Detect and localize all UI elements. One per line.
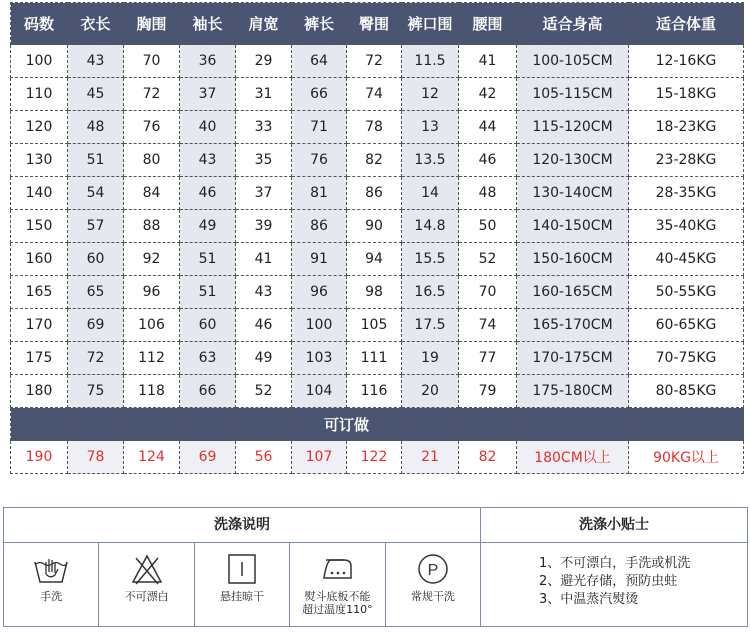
table-cell: 165 bbox=[11, 276, 68, 309]
custom-header-cell bbox=[180, 408, 236, 441]
table-cell: 115-120CM bbox=[517, 111, 629, 144]
table-cell: 37 bbox=[236, 177, 292, 210]
table-cell: 74 bbox=[459, 309, 517, 342]
svg-text:P: P bbox=[427, 562, 439, 579]
table-cell: 78 bbox=[347, 111, 402, 144]
table-cell: 51 bbox=[180, 243, 236, 276]
table-cell: 66 bbox=[180, 375, 236, 408]
table-cell: 45 bbox=[68, 78, 124, 111]
table-cell: 39 bbox=[236, 210, 292, 243]
tip-item: 3、中温蒸汽熨烫 bbox=[539, 592, 639, 607]
table-cell: 46 bbox=[459, 144, 517, 177]
hang-dry-icon bbox=[223, 552, 261, 586]
header-cell: 裤口围 bbox=[402, 3, 459, 45]
table-cell: 23-28KG bbox=[629, 144, 744, 177]
table-cell: 15.5 bbox=[402, 243, 459, 276]
custom-header-cell bbox=[236, 408, 292, 441]
table-cell: 100-105CM bbox=[517, 45, 629, 78]
table-cell: 76 bbox=[292, 144, 347, 177]
table-cell: 70-75KG bbox=[629, 342, 744, 375]
hand-wash-icon bbox=[32, 552, 70, 586]
table-cell: 160 bbox=[11, 243, 68, 276]
washing-tips bbox=[481, 508, 747, 626]
custom-header-cell bbox=[402, 408, 459, 441]
table-cell: 105-115CM bbox=[517, 78, 629, 111]
table-cell: 11.5 bbox=[402, 45, 459, 78]
table-cell: 100 bbox=[11, 45, 68, 78]
table-cell: 72 bbox=[347, 45, 402, 78]
table-cell: 65 bbox=[68, 276, 124, 309]
table-cell: 48 bbox=[459, 177, 517, 210]
size-table-header bbox=[11, 3, 744, 45]
table-cell: 44 bbox=[459, 111, 517, 144]
table-cell: 57 bbox=[68, 210, 124, 243]
table-cell: 21 bbox=[402, 441, 459, 474]
table-cell: 140 bbox=[11, 177, 68, 210]
table-cell: 48 bbox=[68, 111, 124, 144]
header-cell: 袖长 bbox=[180, 3, 236, 45]
table-cell: 122 bbox=[347, 441, 402, 474]
custom-header-cell bbox=[517, 408, 629, 441]
table-cell: 17.5 bbox=[402, 309, 459, 342]
table-cell: 150-160CM bbox=[517, 243, 629, 276]
header-cell: 胸围 bbox=[124, 3, 180, 45]
table-cell: 86 bbox=[292, 210, 347, 243]
table-cell: 13 bbox=[402, 111, 459, 144]
table-cell: 70 bbox=[124, 45, 180, 78]
table-cell: 12-16KG bbox=[629, 45, 744, 78]
header-cell: 适合身高 bbox=[517, 3, 629, 45]
table-row bbox=[11, 243, 744, 276]
washing-tips-title: 洗涤小贴士 bbox=[481, 508, 747, 543]
table-cell: 66 bbox=[292, 78, 347, 111]
table-cell: 82 bbox=[347, 144, 402, 177]
table-cell: 90KG以上 bbox=[629, 441, 744, 474]
table-cell: 14 bbox=[402, 177, 459, 210]
table-cell: 51 bbox=[68, 144, 124, 177]
table-cell: 94 bbox=[347, 243, 402, 276]
table-cell: 90 bbox=[347, 210, 402, 243]
table-cell: 36 bbox=[180, 45, 236, 78]
table-cell: 78 bbox=[68, 441, 124, 474]
table-cell: 70 bbox=[459, 276, 517, 309]
custom-header-cell bbox=[629, 408, 744, 441]
table-row bbox=[11, 276, 744, 309]
care-item-hang-dry bbox=[195, 543, 290, 626]
table-cell: 86 bbox=[347, 177, 402, 210]
table-cell: 14.8 bbox=[402, 210, 459, 243]
dry-clean-icon bbox=[414, 552, 452, 586]
table-cell: 54 bbox=[68, 177, 124, 210]
table-cell: 79 bbox=[459, 375, 517, 408]
table-cell: 72 bbox=[124, 78, 180, 111]
table-cell: 116 bbox=[347, 375, 402, 408]
table-row bbox=[11, 45, 744, 78]
care-label: 常规干洗 bbox=[410, 590, 455, 603]
table-cell: 60 bbox=[68, 243, 124, 276]
table-cell: 41 bbox=[459, 45, 517, 78]
table-cell: 16.5 bbox=[402, 276, 459, 309]
table-cell: 50 bbox=[459, 210, 517, 243]
table-cell: 165-170CM bbox=[517, 309, 629, 342]
table-cell: 49 bbox=[180, 210, 236, 243]
table-cell: 160-165CM bbox=[517, 276, 629, 309]
table-cell: 29 bbox=[236, 45, 292, 78]
washing-instructions bbox=[4, 508, 481, 626]
washing-tips-list bbox=[481, 543, 747, 609]
table-cell: 64 bbox=[292, 45, 347, 78]
table-cell: 107 bbox=[292, 441, 347, 474]
table-cell: 52 bbox=[459, 243, 517, 276]
table-cell: 49 bbox=[236, 342, 292, 375]
table-cell: 13.5 bbox=[402, 144, 459, 177]
table-row bbox=[11, 210, 744, 243]
table-cell: 19 bbox=[402, 342, 459, 375]
custom-order-header-row bbox=[11, 408, 744, 441]
table-cell: 118 bbox=[124, 375, 180, 408]
table-cell: 180CM以上 bbox=[517, 441, 629, 474]
table-cell: 75 bbox=[68, 375, 124, 408]
table-cell: 52 bbox=[236, 375, 292, 408]
table-cell: 43 bbox=[180, 144, 236, 177]
table-row bbox=[11, 177, 744, 210]
table-cell: 35-40KG bbox=[629, 210, 744, 243]
table-cell: 43 bbox=[68, 45, 124, 78]
table-cell: 46 bbox=[236, 309, 292, 342]
table-cell: 105 bbox=[347, 309, 402, 342]
table-cell: 28-35KG bbox=[629, 177, 744, 210]
table-cell: 72 bbox=[68, 342, 124, 375]
custom-header-cell bbox=[459, 408, 517, 441]
table-cell: 18-23KG bbox=[629, 111, 744, 144]
table-row bbox=[11, 375, 744, 408]
table-cell: 82 bbox=[459, 441, 517, 474]
table-cell: 91 bbox=[292, 243, 347, 276]
table-row bbox=[11, 309, 744, 342]
table-cell: 42 bbox=[459, 78, 517, 111]
care-item-dry-clean bbox=[386, 543, 480, 626]
table-cell: 81 bbox=[292, 177, 347, 210]
size-chart-table bbox=[10, 2, 744, 474]
care-label: 手洗 bbox=[40, 590, 63, 603]
table-cell: 51 bbox=[180, 276, 236, 309]
table-cell: 130-140CM bbox=[517, 177, 629, 210]
table-cell: 60-65KG bbox=[629, 309, 744, 342]
table-cell: 92 bbox=[124, 243, 180, 276]
care-item-hand-wash bbox=[4, 543, 99, 626]
table-cell: 175-180CM bbox=[517, 375, 629, 408]
care-item-no-bleach bbox=[99, 543, 194, 626]
table-cell: 110 bbox=[11, 78, 68, 111]
table-cell: 69 bbox=[68, 309, 124, 342]
table-cell: 43 bbox=[236, 276, 292, 309]
table-cell: 33 bbox=[236, 111, 292, 144]
table-cell: 37 bbox=[180, 78, 236, 111]
table-cell: 35 bbox=[236, 144, 292, 177]
table-cell: 96 bbox=[124, 276, 180, 309]
table-cell: 175 bbox=[11, 342, 68, 375]
table-cell: 96 bbox=[292, 276, 347, 309]
custom-order-row bbox=[11, 441, 744, 474]
table-cell: 12 bbox=[402, 78, 459, 111]
table-cell: 50-55KG bbox=[629, 276, 744, 309]
table-cell: 40 bbox=[180, 111, 236, 144]
table-cell: 170-175CM bbox=[517, 342, 629, 375]
tip-item: 2、避光存储，预防虫蛀 bbox=[539, 574, 678, 589]
no-bleach-icon bbox=[128, 552, 166, 586]
table-cell: 74 bbox=[347, 78, 402, 111]
table-cell: 98 bbox=[347, 276, 402, 309]
table-cell: 88 bbox=[124, 210, 180, 243]
iron-icon bbox=[318, 552, 356, 586]
custom-header-cell bbox=[124, 408, 180, 441]
custom-header-cell bbox=[68, 408, 124, 441]
header-cell: 衣长 bbox=[68, 3, 124, 45]
header-cell: 腰围 bbox=[459, 3, 517, 45]
care-label: 悬挂晾干 bbox=[220, 590, 265, 603]
table-cell: 80 bbox=[124, 144, 180, 177]
care-icon-row bbox=[4, 543, 480, 626]
table-cell: 100 bbox=[292, 309, 347, 342]
header-cell: 肩宽 bbox=[236, 3, 292, 45]
washing-care-panel bbox=[3, 507, 748, 627]
table-cell: 180 bbox=[11, 375, 68, 408]
care-item-iron bbox=[290, 543, 385, 626]
table-row bbox=[11, 144, 744, 177]
header-cell: 适合体重 bbox=[629, 3, 744, 45]
table-cell: 56 bbox=[236, 441, 292, 474]
table-cell: 41 bbox=[236, 243, 292, 276]
header-cell: 臀围 bbox=[347, 3, 402, 45]
tip-item: 1、不可漂白，手洗或机洗 bbox=[539, 556, 691, 571]
table-row bbox=[11, 111, 744, 144]
table-cell: 80-85KG bbox=[629, 375, 744, 408]
table-cell: 120 bbox=[11, 111, 68, 144]
table-cell: 104 bbox=[292, 375, 347, 408]
table-cell: 112 bbox=[124, 342, 180, 375]
table-cell: 20 bbox=[402, 375, 459, 408]
table-cell: 106 bbox=[124, 309, 180, 342]
custom-header-cell bbox=[11, 408, 68, 441]
table-cell: 46 bbox=[180, 177, 236, 210]
table-cell: 77 bbox=[459, 342, 517, 375]
table-row bbox=[11, 342, 744, 375]
care-label: 不可漂白 bbox=[124, 590, 169, 603]
care-label: 熨斗底板不能 超过温度110° bbox=[302, 590, 373, 616]
table-cell: 170 bbox=[11, 309, 68, 342]
table-cell: 103 bbox=[292, 342, 347, 375]
table-cell: 120-130CM bbox=[517, 144, 629, 177]
table-cell: 140-150CM bbox=[517, 210, 629, 243]
table-cell: 63 bbox=[180, 342, 236, 375]
table-cell: 71 bbox=[292, 111, 347, 144]
header-cell: 码数 bbox=[11, 3, 68, 45]
table-cell: 124 bbox=[124, 441, 180, 474]
table-cell: 190 bbox=[11, 441, 68, 474]
table-row bbox=[11, 78, 744, 111]
table-cell: 69 bbox=[180, 441, 236, 474]
table-cell: 130 bbox=[11, 144, 68, 177]
table-cell: 40-45KG bbox=[629, 243, 744, 276]
washing-instructions-title: 洗涤说明 bbox=[4, 508, 480, 543]
header-cell: 裤长 bbox=[292, 3, 347, 45]
table-cell: 111 bbox=[347, 342, 402, 375]
table-cell: 150 bbox=[11, 210, 68, 243]
table-cell: 84 bbox=[124, 177, 180, 210]
table-cell: 76 bbox=[124, 111, 180, 144]
custom-order-label: 可订做 bbox=[292, 408, 402, 441]
table-cell: 31 bbox=[236, 78, 292, 111]
table-cell: 15-18KG bbox=[629, 78, 744, 111]
table-cell: 60 bbox=[180, 309, 236, 342]
